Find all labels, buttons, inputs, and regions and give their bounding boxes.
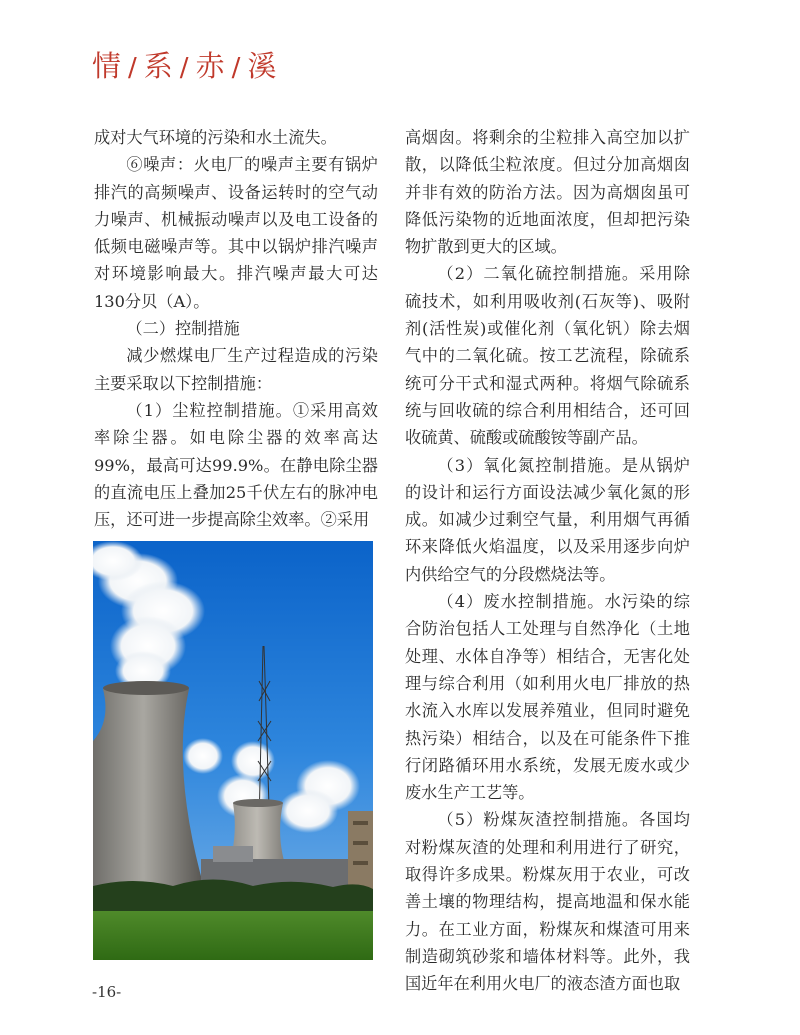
- header-char: 系: [143, 49, 174, 83]
- header-separator: /: [128, 53, 138, 83]
- paragraph: 成对大气环境的污染和水土流失。: [94, 128, 337, 147]
- subheading: （二）控制措施: [126, 319, 240, 339]
- header-separator: /: [179, 53, 190, 83]
- paragraph: ⑥噪声：火电厂的噪声主要有锅炉排汽的高频噪声、设备运转时的空气动力噪声、机械振动噪声以及电工设备的低频电磁噪声等。其中以锅炉排汽噪声对环境影响最大。排汽噪声最大可达130分贝（A）。: [94, 155, 378, 311]
- header-separator: /: [231, 53, 242, 83]
- paragraph: （5）粉煤灰渣控制措施。各国均对粉煤灰渣的处理和利用进行了研究，取得许多成果。粉煤灰用于农业，可改善土壤的物理结构，提高地温和保水能力。在工业方面，粉煤灰和煤渣可用来制造砌筑砂浆和墙体材料等。此外，我国近年在利用火电厂的液态渣方面也取: [405, 810, 690, 994]
- paragraph: 减少燃煤电厂生产过程造成的污染主要采取以下控制措施：: [94, 346, 378, 393]
- power-plant-photo: [93, 541, 373, 960]
- paragraph: （1）尘粒控制措施。①采用高效率除尘器。如电除尘器的效率高达99%，最高可达99.9%。在静电除尘器的直流电压上叠加25千伏左右的脉冲电压，还可进一步提高除尘效率。②采用: [94, 400, 378, 530]
- paragraph: （4）废水控制措施。水污染的综合防治包括人工处理与自然净化（土地处理、水体自净等）相结合，无害化处理与综合利用（如利用火电厂排放的热水流入水库以发展养殖业，但同时避免热污染）相结合，以及在可能条件下推行闭路循环用水系统，发展无废水或少废水生产工艺等。: [405, 592, 690, 803]
- right-column: [405, 124, 690, 998]
- paragraph: （3）氧化氮控制措施。是从锅炉的设计和运行方面设法减少氧化氮的形成。如减少过剩空气量，利用烟气再循环来降低火焰温度，以及采用逐步向炉内供给空气的分段燃烧法等。: [405, 455, 690, 584]
- header-char: 赤: [195, 49, 226, 83]
- left-column: [94, 124, 378, 533]
- header-char: 情: [92, 49, 123, 83]
- paragraph: （2）二氧化硫控制措施。采用除硫技术，如利用吸收剂(石灰等)、吸附剂(活性炭)或催化剂（氧化钒）除去烟气中的二氧化硫。按工艺流程，除硫系统可分干式和湿式两种。将烟气除硫系统与回收硫的综合利用相结合，还可回收硫黄、硫酸或硫酸铵等副产品。: [405, 264, 690, 448]
- page-number: -16-: [92, 983, 122, 1001]
- section-header: [92, 44, 277, 85]
- paragraph: 高烟囱。将剩余的尘粒排入高空加以扩散，以降低尘粒浓度。但过分加高烟囱并非有效的防治方法。因为高烟囱虽可降低污染物的近地面浓度，但却把污染物扩散到更大的区域。: [405, 128, 690, 257]
- header-char: 溪: [247, 49, 278, 83]
